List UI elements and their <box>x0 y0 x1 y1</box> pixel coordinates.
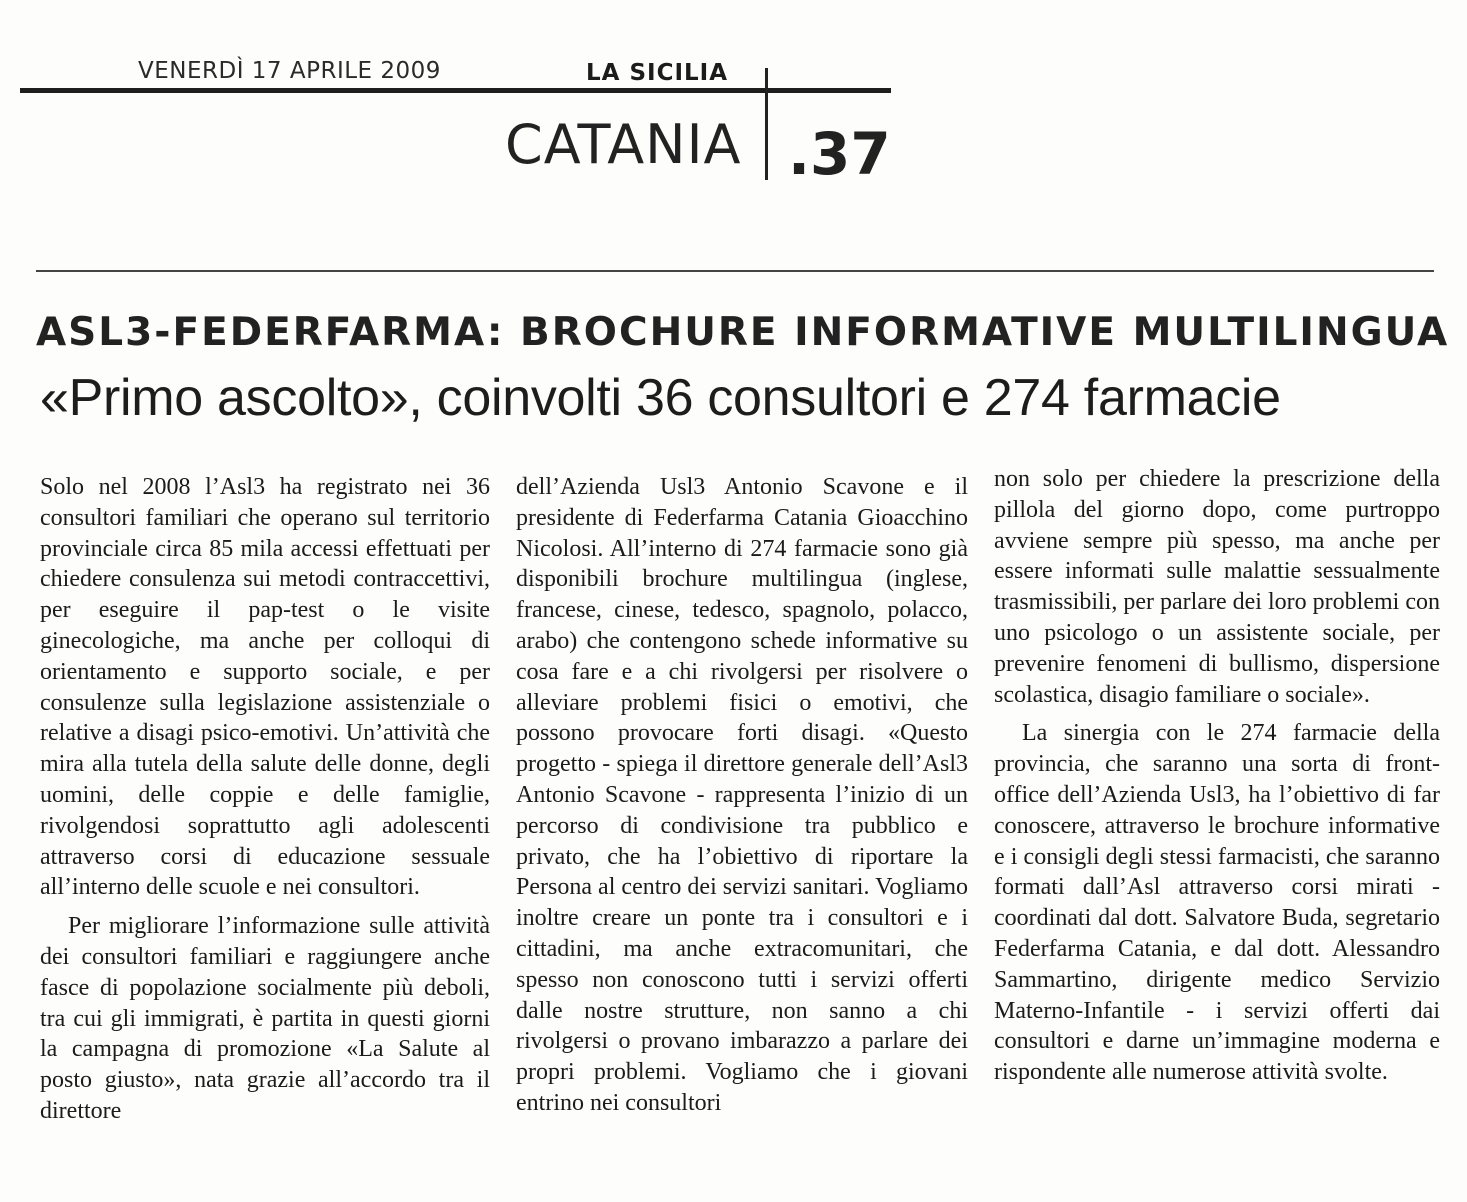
masthead-vertical-rule <box>765 68 768 180</box>
page-number: .37 <box>788 120 891 188</box>
article-column-3 <box>994 466 1440 1172</box>
paragraph: Solo nel 2008 l’Asl3 ha registrato nei 36 consultori familiari che operano sul territorio provinciale circa 85 mila accessi effettuati per chiedere consulenza sui metodi contraccettivi, per eseguire il pap-test o le visite ginecologiche, ma anche per colloqui di orientamento e supporto sociale, e per consulenze sulla legislazione assistenziale o relative a disagi psico-emotivi. Un’attività che mira alla tutela della salute delle donne, degli uomini, delle coppie e delle famiglie, rivolgendosi soprattutto agli adolescenti attraverso corsi di educazione sessuale all’interno delle scuole e nei consultori. <box>40 474 490 901</box>
article-kicker: ASL3-FEDERFARMA: BROCHURE INFORMATIVE MULTILINGUA <box>36 310 1450 355</box>
issue-date: VENERDÌ 17 APRILE 2009 <box>138 58 441 84</box>
paragraph: La sinergia con le 274 farmacie della provincia, che saranno una sorta di front-office dell’Azienda Usl3, ha l’obiettivo di far conoscere, attraverso le brochure informative e i consigli degli stessi farmacisti, che saranno formati dall’Asl attraverso corsi mirati - coordinati dal dott. Salvatore Buda, segretario Federfarma Catania, e dal dott. Alessandro Sammartino, dirigente medico Servizio Materno-Infantile - i servizi offerti dai consultori e darne un’immagine moderna e rispondente alle numerose attività svolte. <box>994 720 1440 1086</box>
article-headline: «Primo ascolto», coinvolti 36 consultori e 274 farmacie <box>40 369 1281 427</box>
newspaper-name: LA SICILIA <box>586 60 729 86</box>
paragraph: non solo per chiedere la prescrizione della pillola del giorno dopo, come purtroppo avviene sempre più spesso, ma anche per essere informati sulle malattie sessualmente trasmissibili, per parlare dei loro problemi con uno psicologo o un assistente sociale, per prevenire fenomeni di bullismo, dispersione scolastica, disagio familiare o sociale». <box>994 466 1440 708</box>
paragraph: dell’Azienda Usl3 Antonio Scavone e il presidente di Federfarma Catania Gioacchino Nicolosi. All’interno di 274 farmacie sono già disponibili brochure multilingua (inglese, francese, cinese, tedesco, spagnolo, polacco, arabo) che contengono schede informative su cosa fare e a chi rivolgersi per risolvere o alleviare problemi fisici o emotivi, che possono provocare forti disagi. «Questo progetto - spiega il direttore generale dell’Asl3 Antonio Scavone - rappresenta l’inizio di un percorso di condivisione tra pubblico e privato, che ha l’obiettivo di riportare la Persona al centro dei servizi sanitari. Vogliamo inoltre creare un ponte tra i consultori e i cittadini, ma anche extracomunitari, che spesso non conoscono tutti i servizi offerti dalle nostre strutture, non sanno a chi rivolgersi o provano imbarazzo a parlare dei propri problemi. Vogliamo che i giovani entrino nei consultori <box>516 474 968 1116</box>
paragraph: Per migliorare l’informazione sulle attività dei consultori familiari e raggiungere anche fasce di popolazione socialmente più deboli, tra cui gli immigrati, è partita in questi giorni la campagna di promozione «La Salute al posto giusto», nata grazie all’accordo tra il direttore <box>40 913 490 1124</box>
masthead-rule <box>20 88 891 93</box>
section-title: CATANIA <box>505 113 742 176</box>
article-top-rule <box>36 270 1434 272</box>
article-column-2 <box>516 472 968 1172</box>
article-column-1 <box>40 472 490 1172</box>
